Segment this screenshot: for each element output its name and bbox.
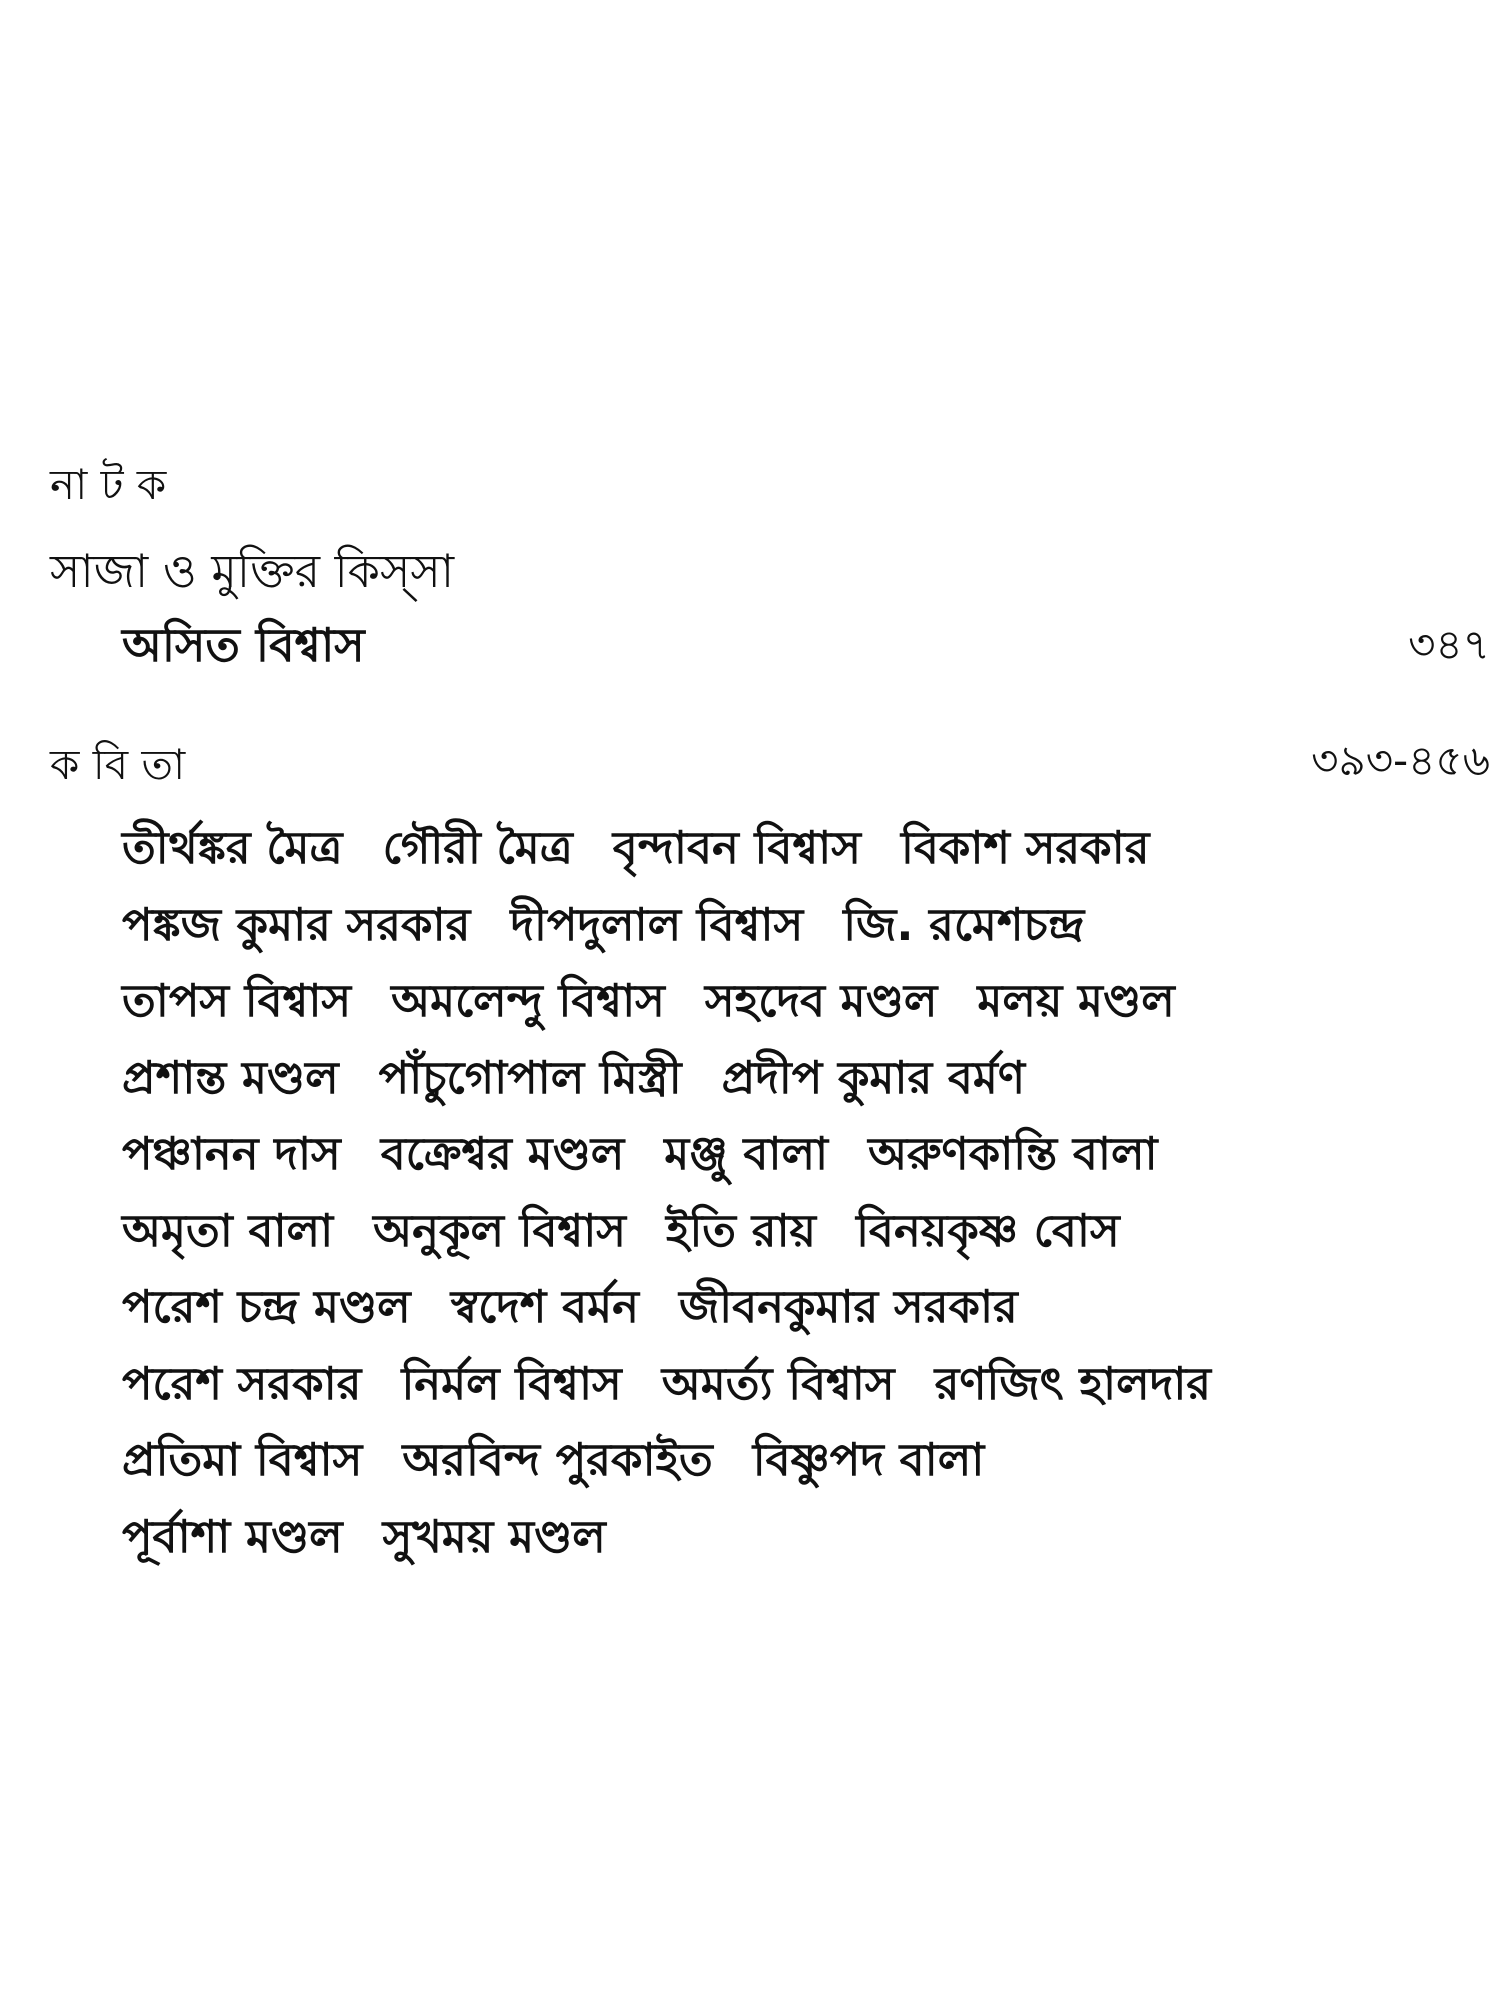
- poet-name: পাঁচুগোপাল মিস্ত্রী: [378, 1050, 682, 1104]
- play-page-number: ৩৪৭: [1408, 620, 1490, 669]
- poet-line: [122, 1356, 1422, 1438]
- poet-name: বিনয়কৃষ্ণ বোস: [856, 1203, 1120, 1257]
- poet-name: বক্রেশ্বর মণ্ডল: [380, 1127, 625, 1180]
- play-title: সাজা ও মুক্তির কিস্‌সা: [50, 544, 455, 598]
- poet-name: প্রশান্ত মণ্ডল: [122, 1050, 339, 1104]
- poet-name: ইতি রায়: [666, 1203, 817, 1257]
- poet-name: পঙ্কজ কুমার সরকার: [122, 897, 471, 951]
- section-heading-natok: না ট ক: [50, 460, 167, 509]
- poet-name: বিকাশ সরকার: [900, 821, 1150, 874]
- poet-name: জি. রমেশচন্দ্র: [843, 897, 1085, 951]
- poet-name: বিষ্ণুপদ বালা: [752, 1433, 985, 1486]
- poet-line: [122, 1433, 1422, 1514]
- poet-line: [122, 1127, 1422, 1208]
- poet-name: পরেশ সরকার: [122, 1356, 362, 1410]
- poet-name: জীবনকুমার সরকার: [679, 1280, 1018, 1333]
- poet-name: পরেশ চন্দ্র মণ্ডল: [122, 1280, 411, 1333]
- poet-name: দীপদুলাল বিশ্বাস: [510, 897, 804, 951]
- section-heading-kobita: ক বি তা: [50, 740, 186, 789]
- poet-name: তীর্থঙ্কর মৈত্র: [122, 821, 343, 874]
- poet-line: [122, 821, 1422, 902]
- poet-name: নির্মল বিশ্বাস: [401, 1356, 622, 1410]
- poet-name: স্বদেশ বর্মন: [450, 1280, 639, 1333]
- play-author: অসিত বিশ্বাস: [122, 618, 365, 672]
- poet-line: [122, 1203, 1422, 1285]
- poet-name: মলয় মণ্ডল: [977, 974, 1175, 1027]
- poet-name: সুখময় মণ্ডল: [382, 1509, 606, 1563]
- poet-name: অমর্ত্য বিশ্বাস: [661, 1356, 895, 1410]
- poet-line: [122, 897, 1422, 979]
- poet-name: বৃন্দাবন বিশ্বাস: [612, 821, 861, 874]
- poet-name: সহদেব মণ্ডল: [704, 974, 938, 1027]
- poet-line: [122, 1509, 1422, 1591]
- poet-name: মঞ্জু বালা: [664, 1127, 829, 1180]
- poet-name: গৌরী মৈত্র: [382, 821, 573, 874]
- poet-name: প্রতিমা বিশ্বাস: [122, 1433, 363, 1486]
- poet-list: [122, 821, 1422, 1590]
- poet-line: [122, 1050, 1422, 1132]
- poet-line: [122, 1280, 1422, 1361]
- poet-name: অরবিন্দ পুরকাইত: [402, 1433, 713, 1486]
- poet-name: অমৃতা বালা: [122, 1203, 334, 1257]
- poet-line: [122, 974, 1422, 1055]
- poet-name: রণজিৎ হালদার: [934, 1356, 1212, 1410]
- poet-name: অমলেন্দু বিশ্বাস: [391, 974, 665, 1027]
- poetry-page-range: ৩৯৩-৪৫৬: [1311, 736, 1490, 785]
- poet-name: অনুকূল বিশ্বাস: [373, 1203, 627, 1257]
- poet-name: পূর্বাশা মণ্ডল: [122, 1509, 343, 1563]
- poet-name: অরুণকান্তি বালা: [868, 1127, 1158, 1180]
- poet-name: পঞ্চানন দাস: [122, 1127, 341, 1180]
- poet-name: প্রদীপ কুমার বর্মণ: [721, 1050, 1026, 1104]
- poet-name: তাপস বিশ্বাস: [122, 974, 352, 1027]
